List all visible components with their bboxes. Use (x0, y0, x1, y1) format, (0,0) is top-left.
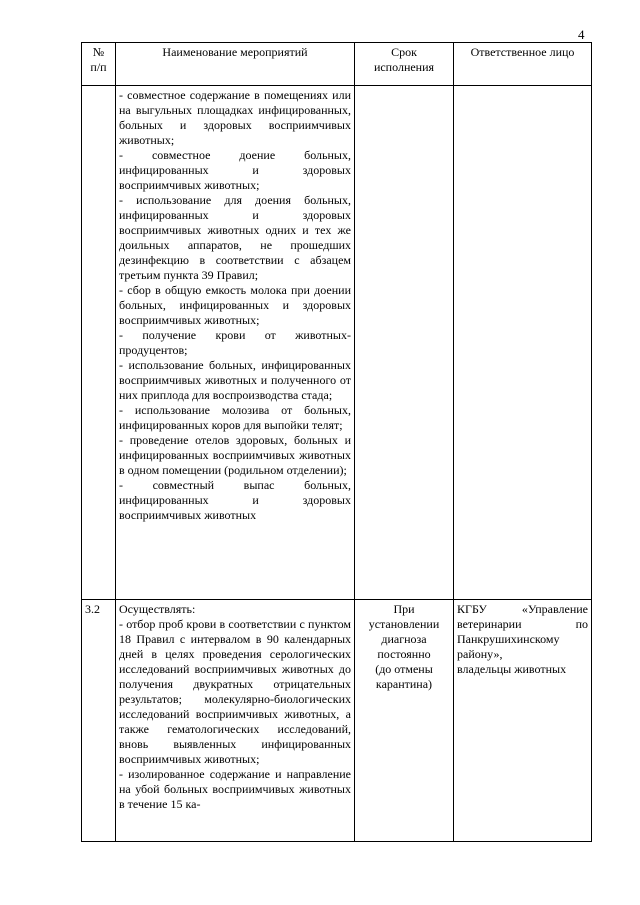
row-responsible (454, 86, 592, 600)
row-num (82, 86, 116, 600)
table-row (82, 86, 592, 600)
header-responsible: Ответственное лицо (454, 43, 592, 86)
page-number: 4 (578, 27, 585, 42)
header-deadline: Срок исполнения (355, 43, 454, 86)
row-deadline (355, 86, 454, 600)
row-deadline: При установлении диагноза постоянно (до отмены карантина) (355, 600, 454, 842)
table-header-row (82, 43, 592, 86)
measures-table (81, 42, 592, 842)
header-name: Наименование мероприятий (116, 43, 355, 86)
row-name: Осуществлять: - отбор проб крови в соответствии с пунктом 18 Правил с интервалом в 90 календарных дней в целях проведения серологических исследований восприимчивых животных до получения двукратных отрицательных результатов; молекулярно-биологических исследований восприимчивых животных, а также гематологических исследований, вновь выявленных инфицированных восприимчивых животных; - изолированное содержание и направление на убой больных восприимчивых животных в течение 15 ка- (116, 600, 355, 842)
row-num: 3.2 (82, 600, 116, 842)
row-responsible: КГБУ «Управление ветеринарии по Панкрушихинскому району», владельцы животных (454, 600, 592, 842)
table-row (82, 600, 592, 842)
row-name: - совместное содержание в помещениях или на выгульных площадках инфицированных, больных и здоровых восприимчивых животных; - совместное доение больных, инфицированных и здоровых восприимчивых животных; - использование для доения больных, инфицированных и здоровых восприимчивых животных одних и тех же доильных аппаратов, не прошедших дезинфекцию в соответствии с абзацем третьим пункта 39 Правил; - сбор в общую емкость молока при доении больных, инфицированных и здоровых восприимчивых животных; - получение крови от животных-продуцентов; - использование больных, инфицированных восприимчивых животных и полученного от них приплода для воспроизводства стада; - использование молозива от больных, инфицированных коров для выпойки телят; - проведение отелов здоровых, больных и инфицированных восприимчивых животных в одном помещении (родильном отделении); - совместный выпас больных, инфицированных и здоровых восприимчивых животных (116, 86, 355, 600)
header-num: № п/п (82, 43, 116, 86)
